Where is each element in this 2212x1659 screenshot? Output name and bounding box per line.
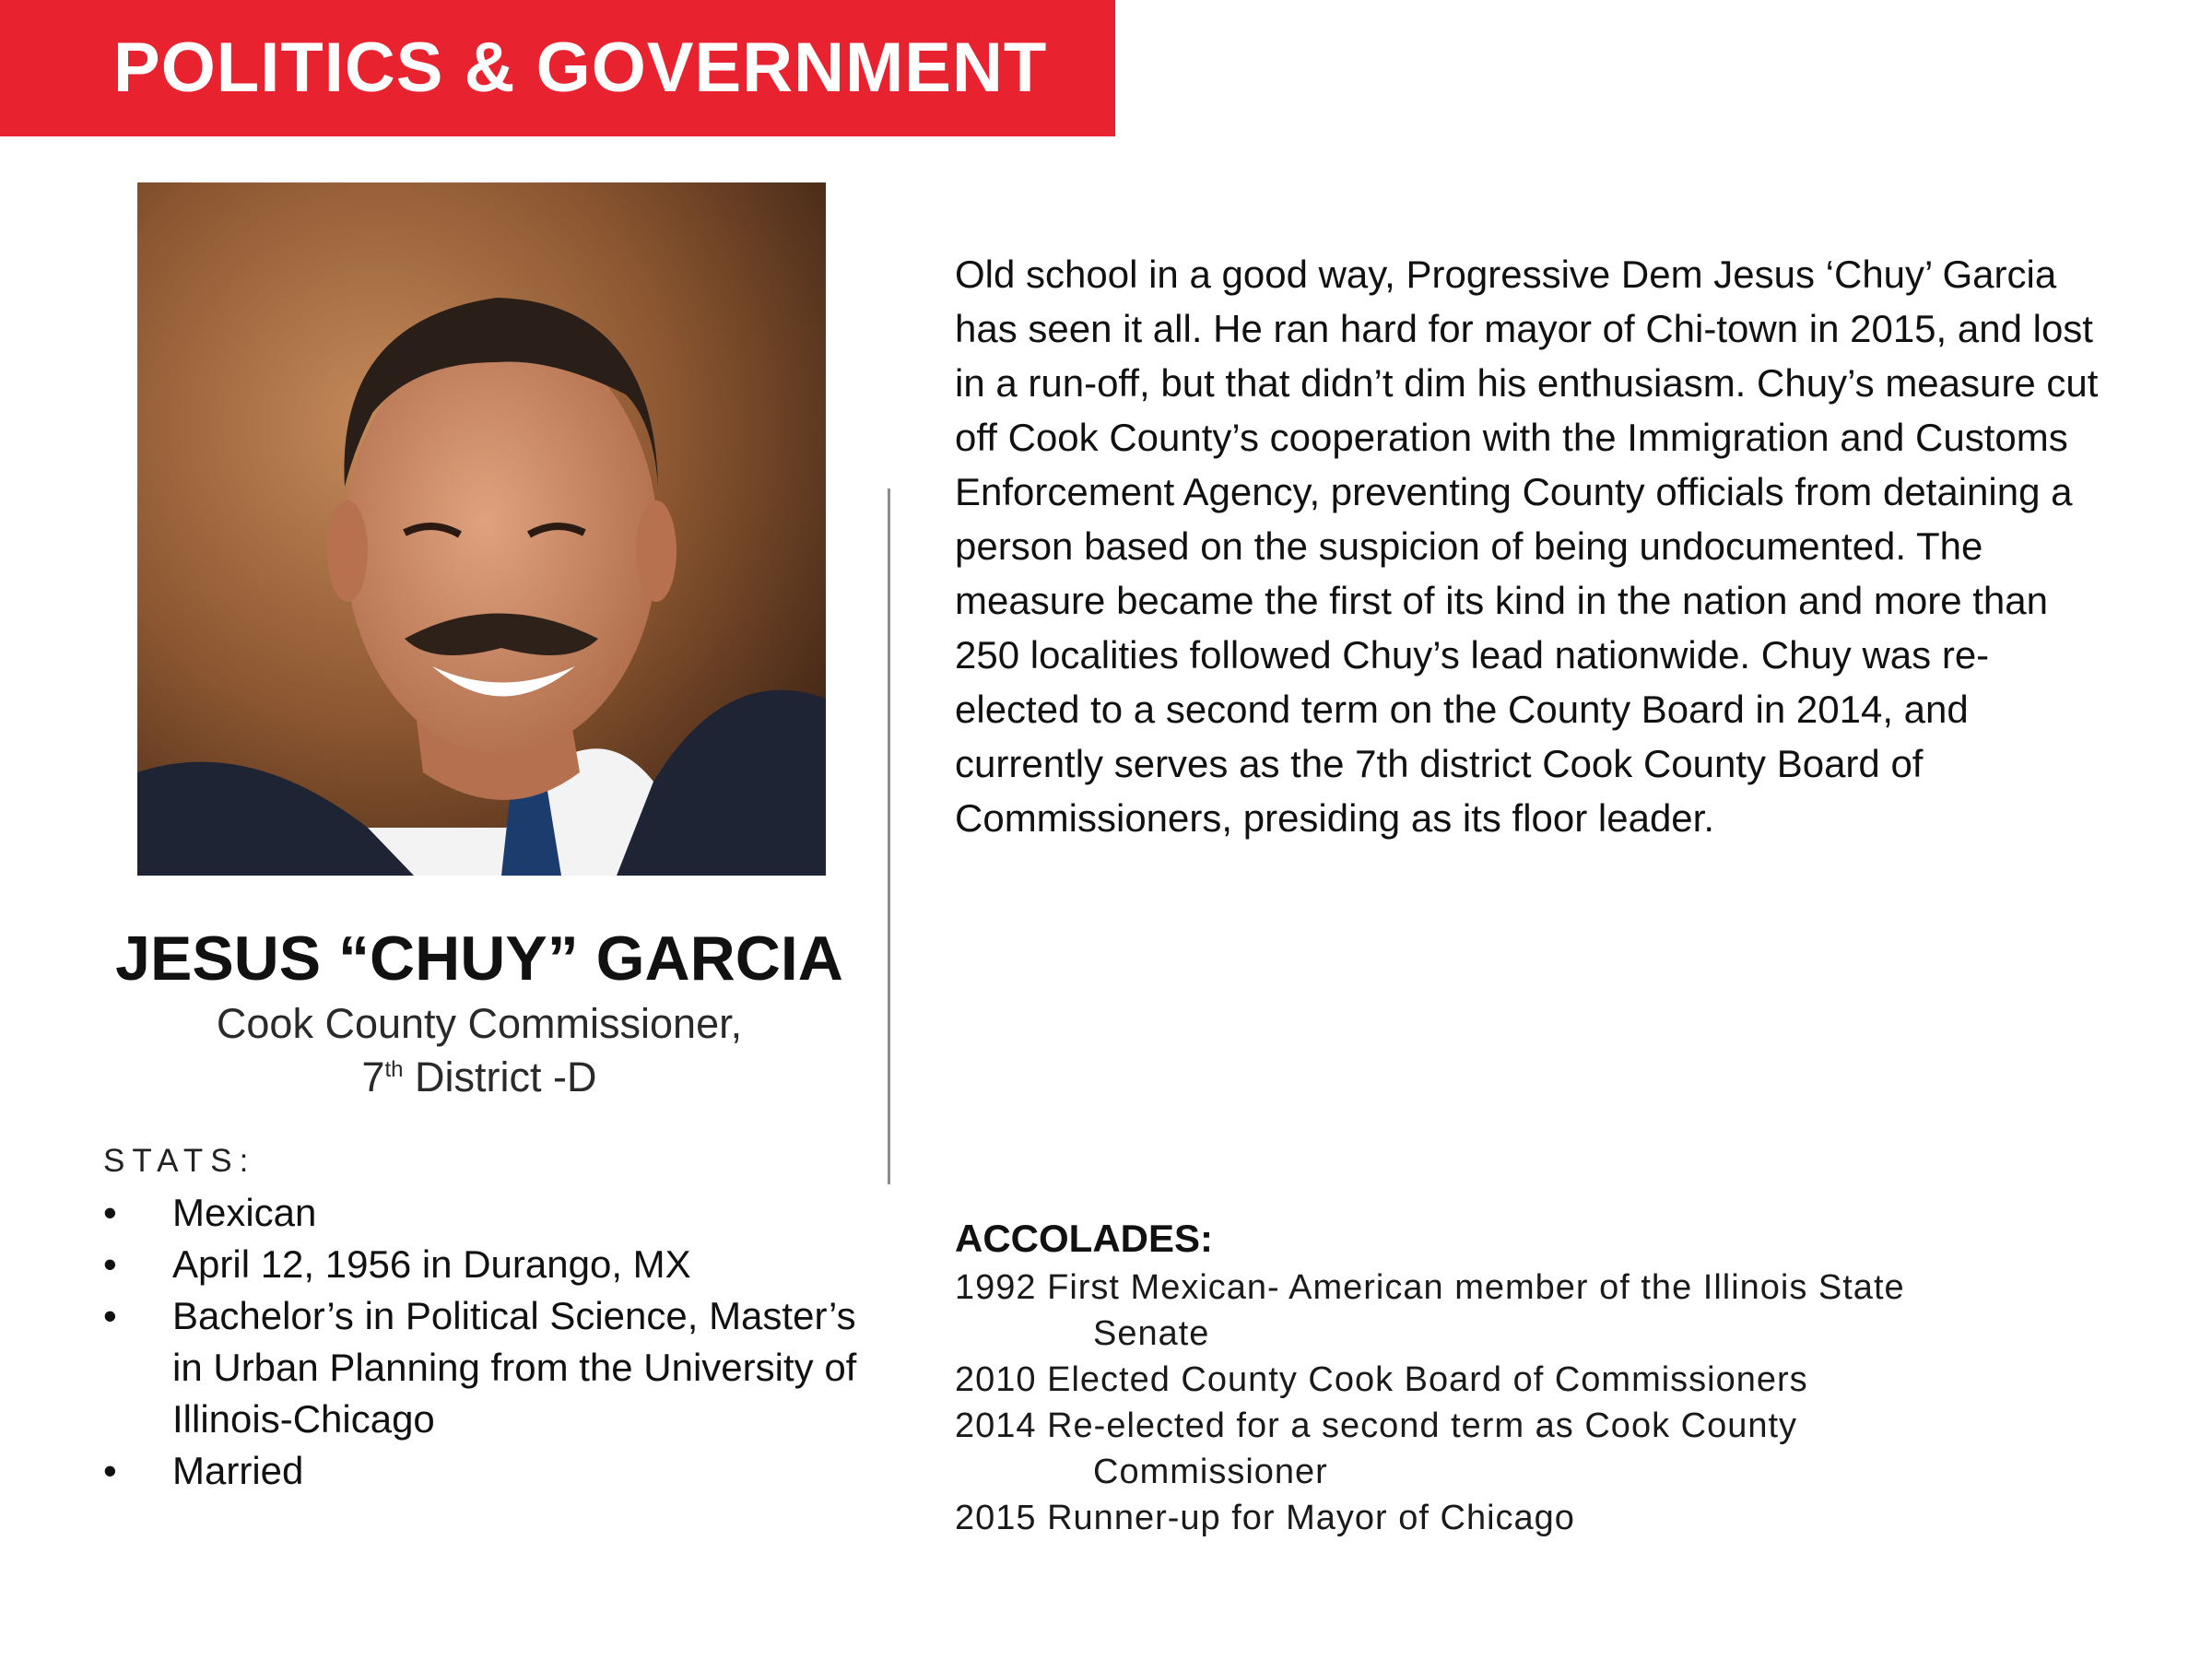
accolade-text-continued: Senate: [1093, 1314, 1210, 1353]
section-title: POLITICS & GOVERNMENT: [113, 29, 1048, 107]
accolade-year: 1992: [955, 1268, 1037, 1307]
role-line-1: Cook County Commissioner,: [216, 1000, 743, 1047]
stats-item-text: Mexican: [172, 1191, 317, 1234]
role-line-2: [55, 1051, 903, 1104]
district-ordinal: th: [384, 1057, 404, 1082]
section-banner: [0, 0, 1115, 136]
accolades-heading: ACCOLADES:: [955, 1217, 1213, 1260]
bullet-icon: •: [103, 1449, 117, 1492]
accolade-year: 2014: [955, 1406, 1037, 1445]
accolade-year: 2015: [955, 1499, 1037, 1537]
bio-paragraph: Old school in a good way, Progressive Dem Jesus ‘Chuy’ Garcia has seen it all. He ran hard for mayor of Chi-town in 2015, and lost in a run-off, but that didn’t dim his enthusiasm. Chuy’s measure cut off Cook County’s cooperation with the Immigration and Customs Enforcement Agency, preventing County officials from detaining a person based on the suspicion of being undocumented. The measure became the first of its kind in the nation and more than 250 localities followed Chuy’s lead nationwide. Chuy was re-elected to a second term on the County Board in 2014, and currently serves as the 7th district Cook County Board of Commissioners, presiding as its floor leader.: [955, 253, 2099, 840]
stats-item-text: Married: [172, 1449, 304, 1492]
accolade-item: [955, 1265, 2107, 1357]
bullet-icon: •: [103, 1242, 117, 1286]
accolade-text-continued: Commissioner: [1093, 1453, 1328, 1491]
accolade-item: [955, 1357, 2107, 1403]
profile-role: [55, 997, 903, 1104]
accolade-text: First Mexican- American member of the Illinois State: [1047, 1268, 1905, 1307]
accolade-text: Runner-up for Mayor of Chicago: [1047, 1499, 1575, 1537]
profile-name: JESUS “CHUY” GARCIA: [115, 924, 843, 994]
accolade-text: Elected County Cook Board of Commissioners: [1047, 1360, 1808, 1399]
district-number: 7: [361, 1053, 385, 1100]
accolade-year: 2010: [955, 1360, 1037, 1399]
bullet-icon: •: [103, 1191, 117, 1234]
accolade-item: [955, 1403, 2107, 1495]
stats-item: [103, 1239, 887, 1290]
stats-item: [103, 1445, 887, 1497]
accolade-text: Re-elected for a second term as Cook County: [1047, 1406, 1798, 1445]
stats-item: [103, 1187, 887, 1239]
stats-list: [103, 1187, 887, 1497]
stats-item-text: April 12, 1956 in Durango, MX: [172, 1242, 691, 1286]
portrait-photo: [137, 182, 826, 876]
accolades-list: [955, 1265, 2107, 1541]
bullet-icon: •: [103, 1294, 117, 1337]
district-label: District -D: [403, 1053, 597, 1100]
portrait-illustration: [137, 182, 826, 876]
stats-item-text: Bachelor’s in Political Science, Master’s in Urban Planning from the University of Illinois-Chicago: [172, 1294, 857, 1441]
accolade-item: [955, 1495, 2107, 1541]
stats-heading: STATS:: [103, 1143, 256, 1179]
stats-item: [103, 1290, 887, 1445]
